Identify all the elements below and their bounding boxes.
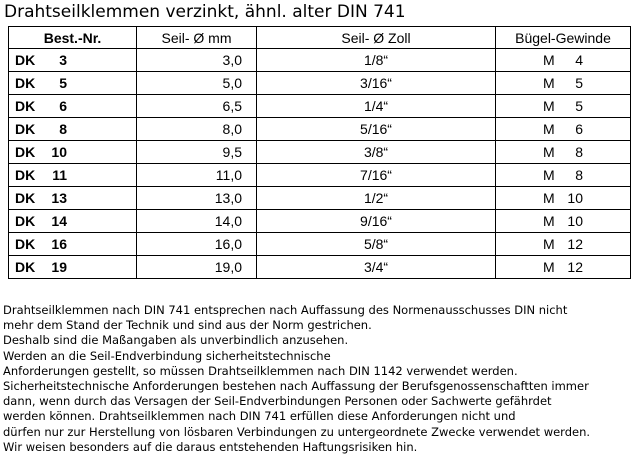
cell-buegel-gewinde: [496, 141, 631, 164]
cell-best-nr: [9, 164, 137, 187]
cell-seil-mm: 11,0: [137, 164, 257, 187]
best-nr-number: 16: [51, 236, 67, 252]
cell-seil-mm: 19,0: [137, 256, 257, 279]
thread-prefix: M: [543, 213, 555, 229]
cell-seil-zoll: 5/16“: [257, 118, 496, 141]
thread-size: 5: [575, 75, 583, 91]
cell-buegel-gewinde: [496, 72, 631, 95]
best-nr-prefix: DK: [15, 121, 36, 137]
best-nr-prefix: DK: [15, 167, 36, 183]
cell-best-nr: [9, 187, 137, 210]
thread-prefix: M: [543, 259, 555, 275]
thread-size: 12: [567, 259, 583, 275]
cell-buegel-gewinde: [496, 187, 631, 210]
note-line: Werden an die Seil-Endverbindung sicherheitstechnische: [3, 348, 331, 363]
thread-prefix: M: [543, 52, 555, 68]
cell-seil-zoll: 3/8“: [257, 141, 496, 164]
thread-prefix: M: [543, 75, 555, 91]
cell-seil-mm: 3,0: [137, 49, 257, 72]
cell-seil-mm: 6,5: [137, 95, 257, 118]
cell-buegel-gewinde: [496, 210, 631, 233]
cell-best-nr: [9, 49, 137, 72]
table-row: [9, 233, 631, 256]
thread-prefix: M: [543, 121, 555, 137]
cell-best-nr: [9, 233, 137, 256]
cell-best-nr: [9, 95, 137, 118]
thread-prefix: M: [543, 190, 555, 206]
best-nr-number: 6: [59, 98, 67, 114]
cell-seil-zoll: 3/4“: [257, 256, 496, 279]
header-seil-zoll: Seil- Ø Zoll: [257, 27, 496, 49]
thread-size: 8: [575, 167, 583, 183]
thread-size: 12: [567, 236, 583, 252]
thread-size: 10: [567, 190, 583, 206]
cell-buegel-gewinde: [496, 49, 631, 72]
note-line: werden können. Drahtseilklemmen nach DIN 741 erfüllen diese Anforderungen nicht und: [3, 409, 516, 424]
note-line: Sicherheitstechnische Anforderungen bestehen nach Auffassung der Berufsgenossenschaftten immer: [3, 379, 589, 394]
table-header-row: [9, 27, 631, 49]
best-nr-prefix: DK: [15, 98, 36, 114]
cell-buegel-gewinde: [496, 118, 631, 141]
disclaimer-notes: [3, 303, 639, 455]
best-nr-prefix: DK: [15, 259, 36, 275]
cell-seil-zoll: 3/16“: [257, 72, 496, 95]
best-nr-prefix: DK: [15, 75, 36, 91]
cell-best-nr: [9, 72, 137, 95]
cell-seil-zoll: 1/4“: [257, 95, 496, 118]
note-line: Drahtseilklemmen nach DIN 741 entsprechen nach Auffassung des Normenausschusses DIN nicht: [3, 303, 568, 317]
thread-prefix: M: [543, 236, 555, 252]
thread-prefix: M: [543, 144, 555, 160]
cell-buegel-gewinde: [496, 164, 631, 187]
cell-best-nr: [9, 210, 137, 233]
cell-seil-zoll: 1/2“: [257, 187, 496, 210]
table-row: [9, 72, 631, 95]
table-row: [9, 95, 631, 118]
cell-seil-mm: 13,0: [137, 187, 257, 210]
best-nr-number: 3: [59, 52, 67, 68]
cell-best-nr: [9, 118, 137, 141]
thread-size: 5: [575, 98, 583, 114]
note-line: dann, wenn durch das Versagen der Seil-Endverbindungen Personen oder Sachwerte gefährdet: [3, 394, 552, 409]
thread-prefix: M: [543, 98, 555, 114]
best-nr-number: 19: [51, 259, 67, 275]
best-nr-prefix: DK: [15, 236, 36, 252]
header-best-nr: Best.-Nr.: [9, 27, 137, 49]
thread-size: 6: [575, 121, 583, 137]
table-row: [9, 164, 631, 187]
thread-size: 8: [575, 144, 583, 160]
thread-size: 10: [567, 213, 583, 229]
note-line: Deshalb sind die Maßangaben als unverbindlich anzusehen.: [3, 333, 349, 348]
cell-seil-mm: 14,0: [137, 210, 257, 233]
table-row: [9, 141, 631, 164]
thread-size: 4: [575, 52, 583, 68]
cell-seil-mm: 16,0: [137, 233, 257, 256]
best-nr-number: 13: [51, 190, 67, 206]
header-seil-mm: Seil- Ø mm: [137, 27, 257, 49]
cell-buegel-gewinde: [496, 233, 631, 256]
cell-best-nr: [9, 141, 137, 164]
header-buegel-gewinde: Bügel-Gewinde: [496, 27, 631, 49]
note-line: Wir weisen besonders auf die daraus entstehenden Haftungsrisiken hin.: [3, 439, 418, 454]
best-nr-number: 11: [52, 167, 67, 183]
cell-seil-mm: 9,5: [137, 141, 257, 164]
best-nr-prefix: DK: [15, 213, 36, 229]
cell-seil-zoll: 9/16“: [257, 210, 496, 233]
note-line: Anforderungen gestellt, so müssen Drahtseilklemmen nach DIN 1142 verwendet werden.: [3, 363, 518, 378]
table-row: [9, 49, 631, 72]
cell-seil-zoll: 5/8“: [257, 233, 496, 256]
table-row: [9, 118, 631, 141]
cell-seil-zoll: 7/16“: [257, 164, 496, 187]
thread-prefix: M: [543, 167, 555, 183]
page-title: Drahtseilklemmen verzinkt, ähnl. alter DIN 741: [4, 2, 406, 22]
cell-buegel-gewinde: [496, 95, 631, 118]
best-nr-number: 14: [51, 213, 67, 229]
best-nr-prefix: DK: [15, 52, 36, 68]
table-row: [9, 187, 631, 210]
best-nr-number: 10: [51, 144, 67, 160]
spec-table: [8, 26, 631, 279]
note-line: mehr dem Stand der Technik und sind aus der Norm gestrichen.: [3, 318, 372, 333]
cell-seil-zoll: 1/8“: [257, 49, 496, 72]
cell-seil-mm: 8,0: [137, 118, 257, 141]
note-line: dürfen nur zur Herstellung von lösbaren Verbindungen zu untergeordnete Zwecke verwendet werden.: [3, 424, 591, 439]
best-nr-number: 8: [59, 121, 67, 137]
best-nr-prefix: DK: [15, 190, 36, 206]
best-nr-prefix: DK: [15, 144, 36, 160]
table-row: [9, 210, 631, 233]
cell-seil-mm: 5,0: [137, 72, 257, 95]
cell-buegel-gewinde: [496, 256, 631, 279]
cell-best-nr: [9, 256, 137, 279]
table-row: [9, 256, 631, 279]
best-nr-number: 5: [59, 75, 67, 91]
